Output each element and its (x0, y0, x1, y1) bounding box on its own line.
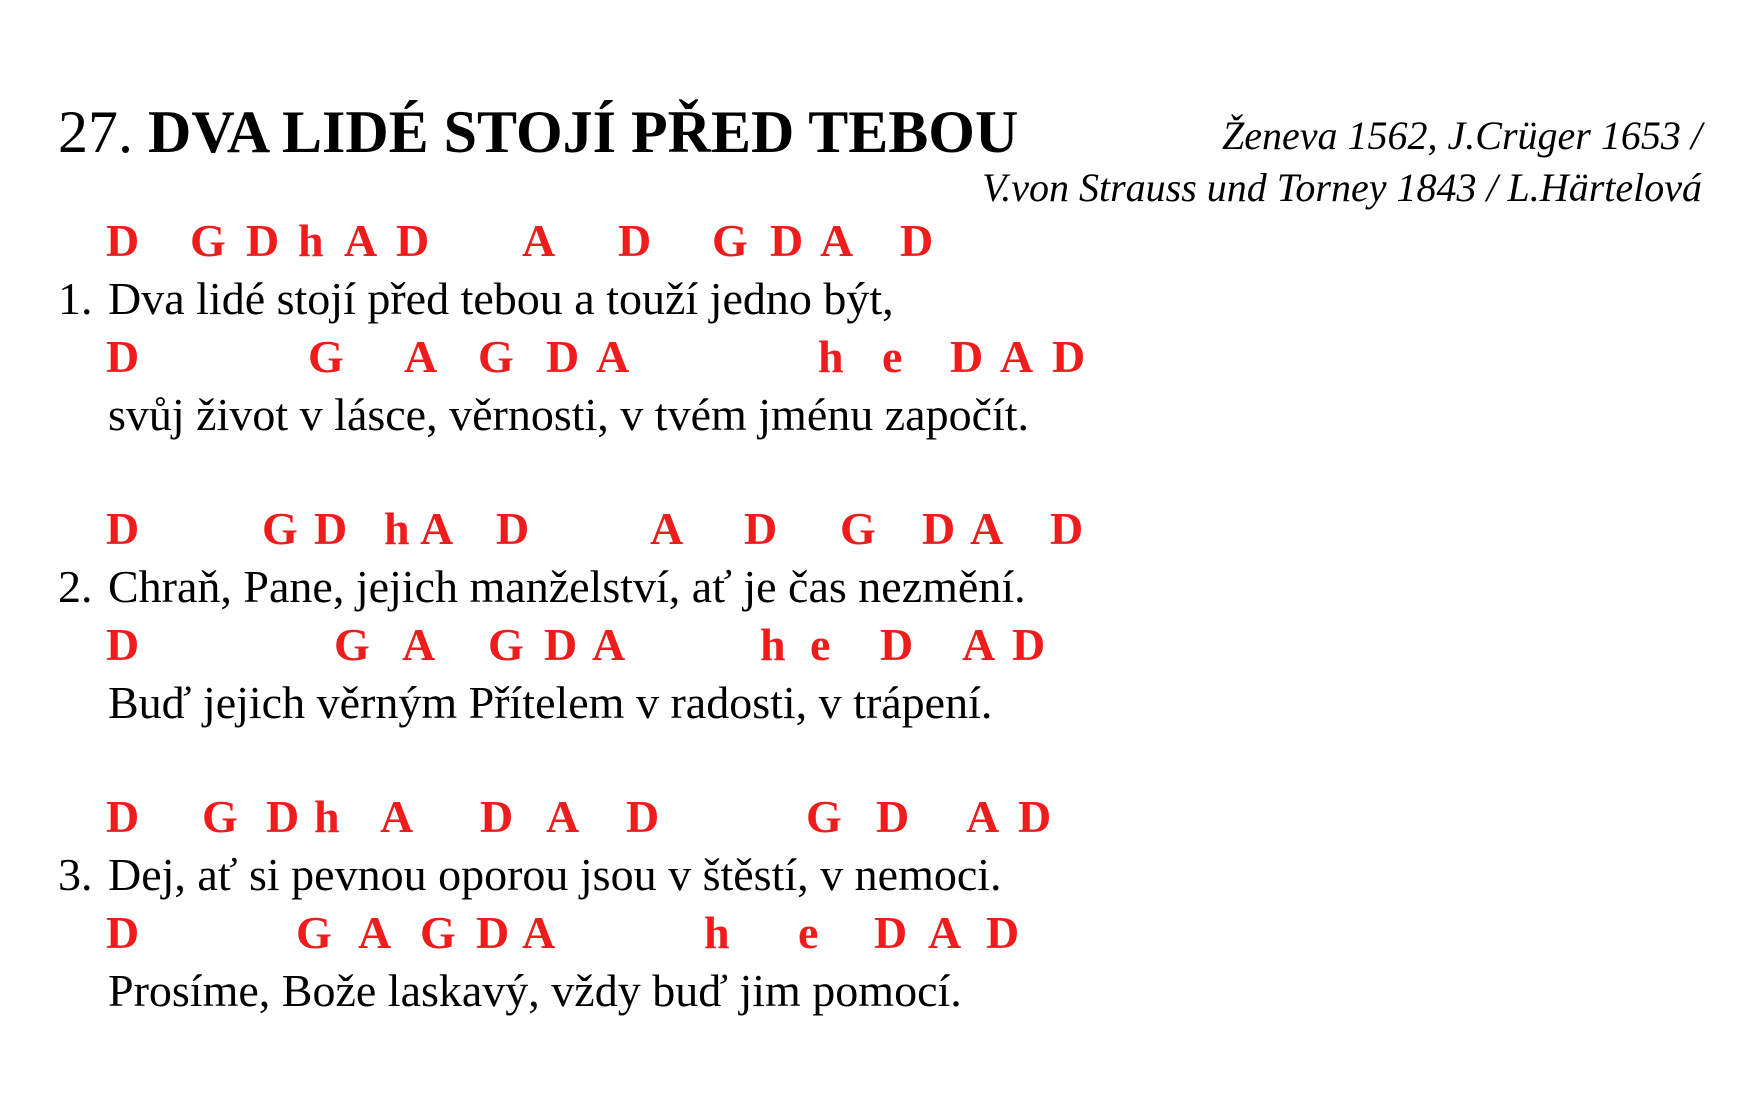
chord: h (384, 503, 410, 554)
chord: A (596, 331, 630, 382)
lyric-text: Dej, ať si pevnou oporou jsou v štěstí, v nemoci. (108, 849, 1002, 900)
verse-number: 3. (58, 849, 93, 900)
chord-line (0, 500, 1700, 558)
chord-line (0, 616, 1700, 674)
chord: e (882, 331, 903, 382)
chord: G (712, 215, 748, 266)
chord: A (380, 791, 414, 842)
chord: D (874, 907, 908, 958)
chord: A (522, 907, 556, 958)
chord: G (190, 215, 226, 266)
song-title: DVA LIDÉ STOJÍ PŘED TEBOU (148, 99, 1019, 165)
chord: D (314, 503, 348, 554)
chord: D (744, 503, 778, 554)
chord: G (308, 331, 344, 382)
chord: A (546, 791, 580, 842)
chord: G (296, 907, 332, 958)
chord: e (798, 907, 819, 958)
chord: A (650, 503, 684, 554)
chord: D (876, 791, 910, 842)
chord: A (420, 503, 454, 554)
chord: D (900, 215, 934, 266)
chord: D (626, 791, 660, 842)
song-source-line-1: Ženeva 1562, J.Crüger 1653 / (1222, 113, 1702, 158)
chord: D (544, 619, 578, 670)
chord: D (266, 791, 300, 842)
lyric-text: Chraň, Pane, jejich manželství, ať je čas nezmění. (108, 561, 1026, 612)
chord-line (0, 904, 1700, 962)
chord: A (358, 907, 392, 958)
chord: D (106, 619, 140, 670)
chord: A (1000, 331, 1034, 382)
verse-number: 1. (58, 273, 93, 324)
chord: A (966, 791, 1000, 842)
chord: G (334, 619, 370, 670)
chord: D (950, 331, 984, 382)
chord: G (806, 791, 842, 842)
chord: D (1012, 619, 1046, 670)
chord: h (314, 791, 340, 842)
lyric-line: svůj život v lásce, věrnosti, v tvém jménu započít. (108, 389, 1030, 440)
chord: D (106, 907, 140, 958)
chord: D (922, 503, 956, 554)
chord: h (760, 619, 786, 670)
chord: D (396, 215, 430, 266)
chord: A (522, 215, 556, 266)
chord: G (202, 791, 238, 842)
lyric-line (58, 558, 1026, 616)
chord: D (1052, 331, 1086, 382)
chord: h (704, 907, 730, 958)
lyric-line: Buď jejich věrným Přítelem v radosti, v trápení. (108, 677, 993, 728)
song-number: 27. (58, 99, 133, 165)
chord: D (880, 619, 914, 670)
song-source-line-2: V.von Strauss und Torney 1843 / L.Härtelová (981, 165, 1702, 210)
verse-number: 2. (58, 561, 93, 612)
chord: D (1050, 503, 1084, 554)
chord: A (402, 619, 436, 670)
chord: G (488, 619, 524, 670)
chord-line (0, 212, 1700, 270)
chord: A (962, 619, 996, 670)
chord: D (770, 215, 804, 266)
chord: h (298, 215, 324, 266)
chord: D (546, 331, 580, 382)
chord: A (404, 331, 438, 382)
chord: A (592, 619, 626, 670)
chord: D (246, 215, 280, 266)
chord: D (106, 791, 140, 842)
lyric-line (58, 846, 1002, 904)
lyric-line: Prosíme, Bože laskavý, vždy buď jim pomocí. (108, 965, 962, 1016)
chord: D (476, 907, 510, 958)
chord: D (106, 331, 140, 382)
chord: D (986, 907, 1020, 958)
lyric-line (58, 270, 894, 328)
chord: e (810, 619, 831, 670)
chord: A (970, 503, 1004, 554)
chord-line (0, 788, 1700, 846)
chord: D (496, 503, 530, 554)
chord: G (840, 503, 876, 554)
lyric-text: Dva lidé stojí před tebou a touží jedno být, (108, 273, 894, 324)
chord: G (420, 907, 456, 958)
chord: D (106, 215, 140, 266)
chord: A (344, 215, 378, 266)
chord: A (928, 907, 962, 958)
chord: A (820, 215, 854, 266)
chord-line (0, 328, 1700, 386)
chord: D (106, 503, 140, 554)
chord: G (262, 503, 298, 554)
chord: G (478, 331, 514, 382)
chord: D (480, 791, 514, 842)
chord: D (1018, 791, 1052, 842)
chord: D (618, 215, 652, 266)
chord: h (818, 331, 844, 382)
